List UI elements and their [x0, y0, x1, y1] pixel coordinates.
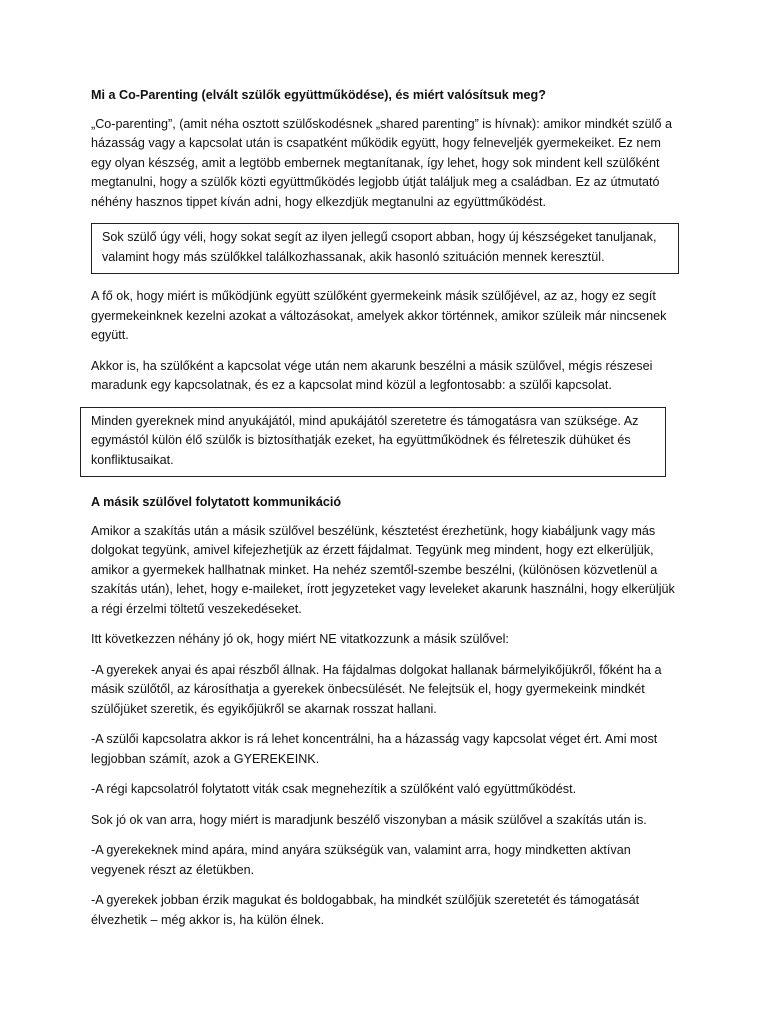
- document-title: Mi a Co-Parenting (elvált szülők együttműködése), és miért valósítsuk meg?: [91, 88, 546, 102]
- paragraph-stay-in-touch: Sok jó ok van arra, hogy miért is maradjunk beszélő viszonyban a másik szülővel a szakítás után is.: [91, 812, 647, 827]
- document-page: [91, 86, 681, 941]
- paragraph-reasons-intro: Itt következzen néhány jó ok, hogy miért NE vitatkozzunk a másik szülővel:: [91, 632, 509, 646]
- info-box-children-needs-text: Minden gyereknek mind anyukájától, mind apukájától szeretetre és támogatásra van szüksége. Az egymástól külön élő szülők is biztosíthatják ezeket, ha együttműködnek és félreteszik dühüket és konfliktusaikat.: [91, 413, 639, 467]
- intro-paragraph: „Co-parenting”, (amit néha osztott szülőskodésnek „shared parenting” is hívnak): amikor mindkét szülő a házasság vagy a kapcsolat után is csapatként működik együtt, hogy felneveljék gyermekeiket. Ez nem egy olyan készség, amit a legtöbb embernek megtanítanak, így lehet, hogy sok mindent kell szülőként megtanulni, hogy a szülők közti együttműködés legjobb útját találjuk meg a családban. Ez az útmutató néhény hasznos tippet kíván adni, hogy elkezdjük megtanulni az együttműködést.: [91, 116, 672, 209]
- paragraph-communication: Amikor a szakítás után a másik szülővel beszélünk, késztetést érezhetünk, hogy kiabáljunk vagy más dolgokat tegyünk, amivel kifejezhetjük az érzett fájdalmat. Tegyünk meg mindent, hogy ezt elkerüljük, amikor a gyermekek hallhatnak minket. Ha nehéz szemtől-szembe beszélni, (különösen közvetlenül a szakítás után), lehet, hogy e-maileket, írott jegyzeteket vagy leveleket akarunk használni, hogy elkerüljük a régi érzelmi töltetű veszekedéseket.: [91, 523, 675, 616]
- bullet-focus-children: -A szülői kapcsolatra akkor is rá lehet koncentrálni, ha a házasság vagy kapcsolat véget ért. Ami most legjobban számít, azok a GYEREKEINK.: [91, 732, 658, 766]
- bullet-need-both-parents: -A gyerekeknek mind apára, mind anyára szükségük van, valamint arra, hogy mindketten aktívan vegyenek részt az életükben.: [91, 843, 631, 877]
- bullet-old-arguments: -A régi kapcsolatról folytatott viták csak megnehezítik a szülőként való együttműködést.: [91, 782, 577, 796]
- info-box-groups: [91, 223, 679, 274]
- section-heading-communication: A másik szülővel folytatott kommunikáció: [91, 495, 342, 509]
- paragraph-parental-relationship: Akkor is, ha szülőként a kapcsolat vége után nem akarunk beszélni a másik szülővel, mégis részesei maradunk egy kapcsolatnak, és ez a kapcsolat mind közül a legfontosabb: a szülői kapcsolat.: [91, 358, 653, 392]
- info-box-children-needs: [80, 407, 666, 478]
- bullet-happier-children: -A gyerekek jobban érzik magukat és boldogabbak, ha mindkét szülőjük szeretetét és támogatását élvezhetik – még akkor is, ha külön élnek.: [91, 893, 640, 927]
- bullet-children-identity: -A gyerekek anyai és apai részből állnak. Ha fájdalmas dolgokat hallanak bármelyikőjükről, főként ha a másik szülőtől, az károsíthatja a gyerekek önbecsülését. Ne felejtsük el, hogy gyermekeink mindkét szülőjüket szeretik, és egyikőjükről se akarnak rosszat hallani.: [91, 662, 662, 716]
- info-box-groups-text: Sok szülő úgy véli, hogy sokat segít az ilyen jellegű csoport abban, hogy új készségeket tanuljanak, valamint hogy más szülőkkel találkozhassanak, akik hasonló szituáción mennek keresztül.: [102, 230, 657, 264]
- paragraph-main-reason: A fő ok, hogy miért is működjünk együtt szülőként gyermekeink másik szülőjével, az az, hogy ez segít gyermekeinknek kezelni azokat a változásokat, amelyek akkor történnek, amikor szüleik már nincsenek együtt.: [91, 289, 667, 342]
